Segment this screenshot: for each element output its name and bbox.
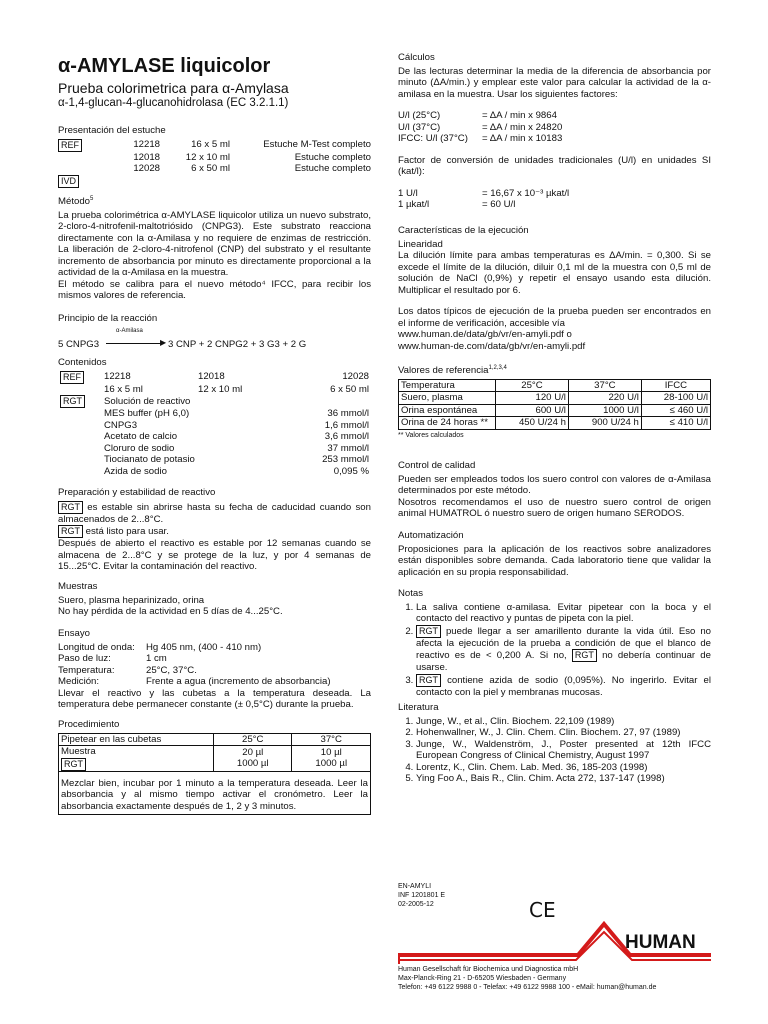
presentacion-table [58, 139, 371, 188]
valores-table [398, 379, 711, 430]
calculos-section [398, 52, 711, 211]
presentacion-heading: Presentación del estuche [58, 125, 166, 136]
contenidos-section [58, 357, 371, 477]
notas-section [398, 588, 711, 698]
conv-key: 1 U/l [398, 187, 418, 199]
table-row [58, 420, 371, 432]
preparacion-heading: Preparación y estabilidad de reactivo [58, 487, 216, 498]
rgt-symbol: RGT [572, 649, 597, 662]
table-row [58, 642, 333, 654]
kit-code: 12028 [342, 371, 369, 383]
company-address: Max-Planck-Ring 21 - D-65205 Wiesbaden - Germany [398, 974, 567, 982]
doc-date: 02-2005-12 [398, 900, 434, 908]
metodo-heading: Método [58, 196, 90, 208]
nota-1: La saliva contiene α-amilasa. Evitar pipetear con la boca y el contacto del reactivo y puntas de pipeta con la piel. [416, 601, 711, 624]
component-value: 3,6 mmol/l [324, 431, 369, 442]
table-row [58, 466, 371, 478]
kit-code: 12218 [104, 371, 131, 383]
notas-list [398, 602, 711, 699]
valores-cell: 120 U/l [496, 392, 569, 405]
presentacion-section [58, 125, 371, 188]
table-row [58, 431, 371, 443]
rgt-37: 1000 µl [315, 758, 348, 770]
table-row [58, 454, 371, 466]
company-contact: Telefon: +49 6122 9988 0 - Telefax: +49 6122 9988 100 - eMail: human@human.de [398, 983, 657, 991]
table-row [58, 676, 333, 688]
table-row [399, 404, 711, 417]
ensayo-key: Temperatura: [58, 664, 115, 676]
list-item: 5. Ying Foo A., Bais R., Clin. Chim. Acta 272, 137-147 (1998) [416, 773, 711, 785]
muestra-37: 10 µl [320, 746, 342, 758]
valores-heading: Valores de referencia [398, 365, 489, 377]
ensayo-value: Frente a agua (incremento de absorbancia) [146, 676, 331, 687]
control-text: Pueden ser empleados todos los suero control con valores de α-Amilasa determinados por este método. [398, 473, 711, 496]
procedimiento-heading: Procedimiento [58, 719, 120, 730]
literatura-list [398, 716, 711, 785]
rgt-symbol: RGT [58, 501, 83, 514]
control-text2: Nosotros recomendamos el uso de nuestro suero control de origen animal HUMATROL ó nuestro suero de origen humano SERODOS. [398, 496, 711, 519]
ensayo-value: 1 cm [146, 653, 167, 664]
muestras-heading: Muestras [58, 581, 98, 592]
muestra-25: 20 µl [242, 746, 264, 758]
notas-heading: Notas [398, 588, 424, 599]
procedimiento-note: Mezclar bien, incubar por 1 minuto a la temperatura deseada. Leer la absorbancia y al mismo tiempo activar el cronómetro. Leer la absorbancia exactamente después de 1, 2 y 3 minutos. [61, 777, 368, 812]
valores-cell: ≤ 460 U/l [641, 404, 710, 417]
metodo-text: La prueba colorimétrica α-AMYLASE liquicolor utiliza un nuevo substrato, 2-cloro-4-nitrofenil-maltotriósido (CNPG3). Este substrato reacciona directamente con la α-Amilasa y no requiere de enzimas de restricción. La liberación de 2-cloro-4-nitrofenol (CNP) del substrato y el resultante incremento de absorbancia por minuto es directamente proporcional a la actividad de la α-Amilasa en la muestra. [58, 209, 371, 279]
kit-size: 12 x 10 ml [185, 151, 230, 163]
automatizacion-heading: Automatización [398, 530, 464, 541]
preparacion-l1: es estable sin abrirse hasta su fecha de caducidad cuando son almacenados de 2...8°C. [58, 501, 371, 525]
company-name: Human Gesellschaft für Biochemica und Diagnostica mbH [398, 966, 579, 973]
verification-link[interactable]: www.human-de.com/data/gb/vr/en-amyli.pdf [398, 340, 586, 352]
calculos-factor: Factor de conversión de unidades tradicionales (U/l) en unidades SI (kat/l): [398, 154, 711, 177]
caracteristicas-text: La dilución límite para ambas temperaturas es ΔA/min. = 0,300. Si se excede el límite de la dilución, diluir 0,1 ml de la muestra con 0,5 ml de solución de NaCl (0,9%) y repetir el ensayo usando esta dilución. Multiplicar el resultado por 6. [398, 250, 711, 296]
doc-code: EN-AMYLI [398, 883, 432, 890]
preparacion-section [58, 487, 371, 573]
reaccion-heading: Principio de la reacción [58, 313, 158, 324]
component-value: 253 mmol/l [322, 454, 369, 465]
valores-cell: 900 U/24 h [568, 417, 641, 430]
document-code [398, 883, 445, 909]
table-row [399, 392, 711, 405]
automatizacion-section [398, 530, 711, 578]
list-item: 4. Lorentz, K., Clin. Chem. Lab. Med. 36, 185-203 (1998) [416, 762, 711, 774]
valores-cell: 28-100 U/l [641, 392, 710, 405]
subtitle: Prueba colorimetrica para α-Amylasa [58, 80, 289, 96]
enzyme-name: α-1,4-glucan-4-glucanohidrolasa (EC 3.2.1.1) [58, 97, 289, 109]
kit-code: 12018 [133, 151, 160, 163]
contenidos-heading: Contenidos [58, 357, 107, 368]
valores-header: Temperatura [399, 379, 496, 392]
table-row [398, 133, 564, 145]
ivd-symbol: IVD [58, 175, 79, 188]
ce-mark: CE [529, 898, 556, 922]
component-name: Cloruro de sodio [104, 442, 175, 454]
rgt-symbol: RGT [416, 674, 441, 687]
valores-cell: Orina espontánea [399, 404, 496, 417]
metodo-text2: El método se calibra para el nuevo método⁴ IFCC, para recibir los mismos valores de referencia. [58, 278, 371, 302]
valores-header: 37°C [568, 379, 641, 392]
kit-size: 6 x 50 ml [191, 163, 230, 174]
calculos-text: De las lecturas determinar la media de la diferencia de absorbancia por minuto (ΔA/min.) y emplear este valor para calcular la actividad de la α-amilasa en la muestra. Usar los siguientes factores: [398, 65, 711, 100]
proc-header: 37°C [292, 733, 371, 746]
ref-symbol: REF [58, 139, 82, 152]
calc-value: = ΔA / min x 10183 [482, 133, 563, 144]
valores-cell: 1000 U/l [568, 404, 641, 417]
conversion-table [398, 188, 571, 211]
calculos-table [398, 110, 564, 145]
control-heading: Control de calidad [398, 460, 476, 471]
calc-key: U/l (37°C) [398, 121, 441, 133]
linearidad-label: Linearidad [398, 238, 443, 250]
component-name: Acetato de calcio [104, 431, 178, 442]
ensayo-key: Medición: [58, 676, 100, 687]
calc-key: U/l (25°C) [398, 110, 441, 121]
muestra-label: Muestra [61, 746, 96, 757]
kit-code: 12218 [133, 139, 160, 151]
valores-header: 25°C [496, 379, 569, 392]
proc-header: 25°C [214, 733, 292, 746]
calculos-heading: Cálculos [398, 52, 435, 63]
component-name: MES buffer (pH 6,0) [104, 408, 190, 419]
table-row [58, 139, 371, 152]
list-item: 2. Hohenwallner, W., J. Clin. Chem. Clin. Biochem. 27, 97 (1989) [416, 727, 711, 739]
rgt-symbol: RGT [416, 625, 441, 638]
component-value: 36 mmol/l [327, 408, 369, 419]
rgt-25: 1000 µl [236, 758, 269, 770]
ref-symbol: REF [60, 371, 84, 384]
literatura-heading: Literatura [398, 702, 439, 713]
table-row [58, 443, 371, 455]
metodo-ref: 5 [90, 196, 94, 202]
rgt-symbol: RGT [61, 758, 86, 771]
table-row [398, 110, 564, 122]
kit-code: 12018 [198, 371, 225, 383]
valores-cell: Suero, plasma [399, 392, 496, 405]
kit-size: 12 x 10 ml [198, 383, 243, 395]
procedimiento-table [58, 733, 371, 816]
caracteristicas-text2: Los datos típicos de ejecución de la prueba pueden ser encontrados en el informe de verificación, accesible vía [398, 306, 711, 329]
ensayo-section [58, 628, 371, 711]
component-value: 0,095 % [333, 465, 369, 477]
solution-label: Solución de reactivo [104, 395, 191, 407]
nota-3: contiene azida de sodio (0,095%). No ingerirlo. Evitar el contacto con la piel y membranas mucosas. [416, 674, 711, 698]
kit-desc: Estuche completo [294, 151, 371, 163]
component-value: 1,6 mmol/l [324, 419, 369, 431]
component-name: Azida de sodio [104, 465, 167, 477]
table-row [398, 199, 571, 211]
kit-code: 12028 [133, 163, 160, 174]
valores-cell: Orina de 24 horas ** [399, 417, 496, 430]
preparacion-l3: Después de abierto el reactivo es estable por 12 semanas cuando se almacena de 2...8°C y se protege de la luz, y por 4 semanas de 15...25°C. Evitar la contaminación del reactivo. [58, 538, 371, 572]
nota-2a: puede llegar a ser amarillento durante la vida útil. Eso no afecta la ejecución de la prueba a condición de que el blanco de reactivo es de < 0,200 A. Si no, [416, 625, 712, 661]
ensayo-heading: Ensayo [58, 628, 90, 639]
human-logo [398, 912, 711, 964]
component-value: 37 mmol/l [327, 442, 369, 454]
kit-desc: Estuche M-Test completo [263, 139, 371, 151]
reaction-left: 5 CNPG3 [58, 338, 100, 350]
list-item: 1. Junge, W., et al., Clin. Biochem. 22,109 (1989) [416, 716, 711, 728]
table-row [398, 122, 564, 134]
rgt-symbol: RGT [60, 395, 85, 408]
valores-cell: 600 U/l [496, 404, 569, 417]
calc-value: = ΔA / min x 24820 [482, 121, 563, 133]
ensayo-table [58, 642, 333, 688]
ensayo-text: Llevar el reactivo y las cubetas a la temperatura deseada. La temperatura debe permanecer constante (± 0,5°C) durante la prueba. [58, 687, 371, 710]
valores-note: ** Valores calculados [398, 431, 464, 439]
control-section [398, 460, 711, 520]
calc-key: IFCC: U/l (37°C) [398, 133, 468, 144]
company-info [398, 966, 711, 992]
list-item: 3. Junge, W., Waldenström, J., Poster presented at 12th IFCC European Congress of Clinical Chemistry, August 1997 [416, 739, 711, 762]
reaccion-section [58, 313, 371, 353]
valores-cell: 450 U/24 h [496, 417, 569, 430]
table-row [58, 665, 333, 677]
metodo-section [58, 196, 371, 302]
verification-link[interactable]: www.human.de/data/gb/vr/en-amyli.pdf o [398, 329, 572, 340]
muestras-l2: No hay pérdida de la actividad en 5 días de 4...25°C. [58, 606, 283, 617]
table-row [399, 417, 711, 430]
literatura-section [398, 702, 711, 785]
kit-desc: Estuche completo [294, 163, 371, 174]
ensayo-value: 25°C, 37°C. [146, 664, 197, 676]
table-row [58, 653, 333, 665]
calc-value: = ΔA / min x 9864 [482, 110, 557, 121]
reaction-arrow [106, 343, 164, 344]
valores-ref: 1,2,3,4 [488, 365, 507, 371]
muestras-l1: Suero, plasma heparinizado, orina [58, 594, 205, 606]
conv-value: = 16,67 x 10⁻³ µkat/l [482, 187, 570, 199]
procedimiento-section [58, 719, 371, 815]
proc-header: Pipetear en las cubetas [59, 733, 214, 746]
conv-key: 1 µkat/l [398, 199, 430, 210]
automatizacion-text: Proposiciones para la aplicación de los reactivos sobre analizadores están disponibles sobre demanda. Cada laboratorio tiene que validar la aplicación en su propia responsabilidad. [398, 543, 711, 578]
kit-size: 16 x 5 ml [191, 139, 230, 151]
arrow-head-icon: ▶ [160, 337, 167, 347]
rgt-symbol: RGT [58, 525, 83, 538]
ensayo-key: Paso de luz: [58, 653, 111, 664]
contenidos-table [58, 371, 371, 478]
muestras-section [58, 581, 371, 618]
human-wordmark: HUMAN [625, 932, 696, 953]
table-row [398, 188, 571, 200]
page-title: α-AMYLASE liquicolor [58, 55, 271, 77]
table-row [58, 163, 371, 175]
list-item [416, 674, 711, 699]
table-row [58, 152, 371, 164]
ensayo-key: Longitud de onda: [58, 641, 135, 653]
ensayo-value: Hg 405 nm, (400 - 410 nm) [146, 641, 262, 653]
doc-inf: INF 1201801 E [398, 891, 446, 899]
kit-size: 16 x 5 ml [104, 383, 143, 395]
list-item [416, 602, 711, 625]
component-name: Tiocianato de potasio [104, 454, 195, 465]
component-name: CNPG3 [104, 419, 138, 431]
valores-section [398, 365, 711, 440]
reaction-enzyme: α-Amilasa [116, 327, 143, 334]
caracteristicas-section [398, 225, 711, 352]
valores-cell: ≤ 410 U/l [641, 417, 710, 430]
reaction-right: 3 CNP + 2 CNPG2 + 3 G3 + 2 G [168, 338, 307, 350]
nota-2b: no debería continuar de usarse. [416, 650, 711, 673]
kit-size: 6 x 50 ml [330, 383, 369, 395]
caracteristicas-heading: Características de la ejecución [398, 225, 529, 236]
conv-value: = 60 U/l [482, 199, 516, 210]
preparacion-l2: está listo para usar. [85, 526, 169, 537]
table-row [58, 408, 371, 420]
valores-cell: 220 U/l [568, 392, 641, 405]
valores-header: IFCC [641, 379, 710, 392]
list-item [416, 625, 711, 674]
